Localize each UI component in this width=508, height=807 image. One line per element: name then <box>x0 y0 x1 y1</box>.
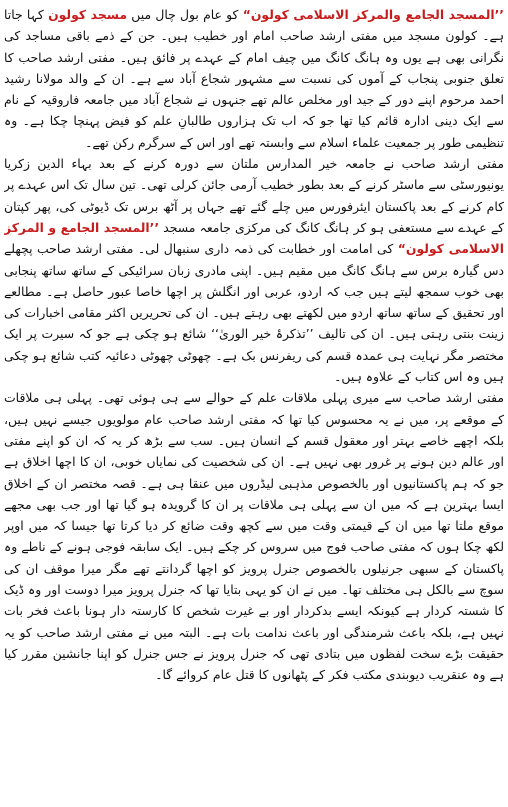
mosque-full-name-highlight: ’’المسجد الجامع والمرکز الاسلامی کولون“ <box>242 7 504 22</box>
paragraph-meeting <box>4 387 504 685</box>
paragraph-text: کو عام بول چال میں <box>127 7 243 22</box>
paragraph-text: مفتی ارشد صاحب سے میری پہلی ملاقات علم کے حوالے سے ہی ہوئی تھی۔ پہلی ہی ملاقات کے موقعے پر، میں نے یہ محسوس کیا تھا کہ مفتی ارشد صاحب عام مولویوں جیسے نہیں ہیں، بلکہ اچھے خاصے بہتر اور معقول قسم کے انسان ہیں۔ سب سے بڑھ کر یہ کہ ان کو اپنے مفتی اور عالم دین ہونے پر غرور بھی نہیں ہے۔ ان کی شخصیت کی نمایاں خوبی، ان کا اچھا اخلاق ہے جو کہ ہم پاکستانیوں اور بالخصوص مذہبی لیڈروں میں عنقا ہی ہے۔ قصہ مختصر ان کے اخلاق ایسا بہترین ہے کہ میں ان سے پہلی ہی ملاقات پر ان کا گرویدہ ہو گیا تھا اور جب بھی مجھے موقع ملتا تھا میں ان کے قیمتی وقت میں سے کچھ وقت ضائع کر دیا کرتا تھا جیسا کہ میں اوپر لکھ چکا ہوں کہ مفتی صاحب فوج میں سروس کر چکے ہیں۔ ایک سابقہ فوجی ہونے کے ناطے وہ پاکستان کے سبھی جرنیلوں بالخصوص جنرل پرویز کو اچھا گردانتے تھے مگر میرا موقف ان کی سوچ سے بالکل ہی مختلف تھا۔ میں نے ان کو یہی بتایا تھا کہ جنرل پرویز میرا دوست اور وہ ڈیک کا شستہ کردار ہے کیونکہ ایسے بدکردار اور بے غیرت شخص کا کارستہ دار ہونا باعث فخر بات نہیں ہے، بلکہ باعث شرمندگی اور باعث ندامت بات ہے۔ البتہ میں نے مفتی ارشد صاحب کو یہ حقیقت بڑے سخت لفظوں میں بتادی تھی کہ جنرل پرویز نے جس جنرل کو اپنا جانشین مقرر کیا ہے وہ عنقریب دیوبندی مکتب فکر کے پٹھانوں کا قتل عام کروائے گا۔ <box>4 390 504 683</box>
document-page <box>4 4 504 803</box>
paragraph-text: کی امامت اور خطابت کی ذمہ داری سنبھال لی۔ مفتی ارشد صاحب پچھلے دس گیارہ برس سے ہانگ کانگ میں مقیم ہیں۔ اپنی مادری زبان سرائیکی کے ساتھ ساتھ پنجابی بھی خوب سمجھ لیتے ہیں جب کہ اردو، عربی اور انگلش پر اچھا خاصا عبور حاصل ہے۔ مطالعے اور تحقیق کے ساتھ ساتھ اردو میں لکھتے بھی رہتے ہیں۔ ان کی تحریریں اکثر مقامی اخبارات کی زینت بنتی رہتی ہیں۔ ان کی تالیف ’’تذکرۂ خیر الوریٰ‘‘ شائع ہو چکی ہے جو کہ سیرت پر ایک مختصر مگر نہایت ہی عمدہ قسم کی ریفرنس بک ہے۔ چھوٹی چھوٹی دعائیہ کتب شائع ہو چکی ہیں وہ اس کتاب کے علاوہ ہیں۔ <box>4 241 504 385</box>
paragraph-intro <box>4 4 504 153</box>
mosque-full-name-highlight: ’’المسجد الجامع و المرکز الاسلامی کولون“ <box>4 219 504 257</box>
paragraph-text: کہا جاتا ہے۔ کولون مسجد میں مفتی ارشد صاحب امام اور خطیب ہیں۔ جن کے ذمے باقی مساجد کی نگرانی بھی ہے یوں وہ ہانگ کانگ میں چیف امام کے عہدے پر فائق ہیں۔ مفتی ارشد صاحب کا تعلق جنوبی پنجاب کے آموں کی نسبت سے مشہور شجاع آباد سے ہے۔ ان کے والد مولانا رشید احمد مرحوم اپنے دور کے جید اور مخلص عالم تھے جنہوں نے شجاع آباد میں جامعہ فاروقیہ کے نام سے ایک دینی ادارہ قائم کیا تھا جو کہ اب تک ہزاروں طالبانِ علم کو فیض پہنچا چکا ہے۔ وہ تنظیمی طور پر جمعیت علماء اسلام سے وابستہ تھے اور اس کے سرگرم رکن تھے۔ <box>4 7 504 150</box>
mosque-short-name-highlight: مسجد کولون <box>48 7 128 22</box>
paragraph-text: مفتی ارشد صاحب نے جامعہ خیر المدارس ملتان سے دورہ کرنے کے بعد بہاء الدین زکریا یونیورسٹی سے ماسٹر کرنے کے بعد بطور خطیب آرمی جائن کرلی تھی۔ تین سال تک اس عہدے پر کام کرنے کے بعد پاکستان ایئرفورس میں چلے گئے تھے جہاں پر آٹھ برس تک ڈیوٹی کی، پھر کپتان کے عہدے سے مستعفی ہو کر ہانگ کانگ کی مرکزی جامعہ مسجد <box>4 156 504 235</box>
urdu-article <box>4 4 504 686</box>
paragraph-career <box>4 153 504 387</box>
